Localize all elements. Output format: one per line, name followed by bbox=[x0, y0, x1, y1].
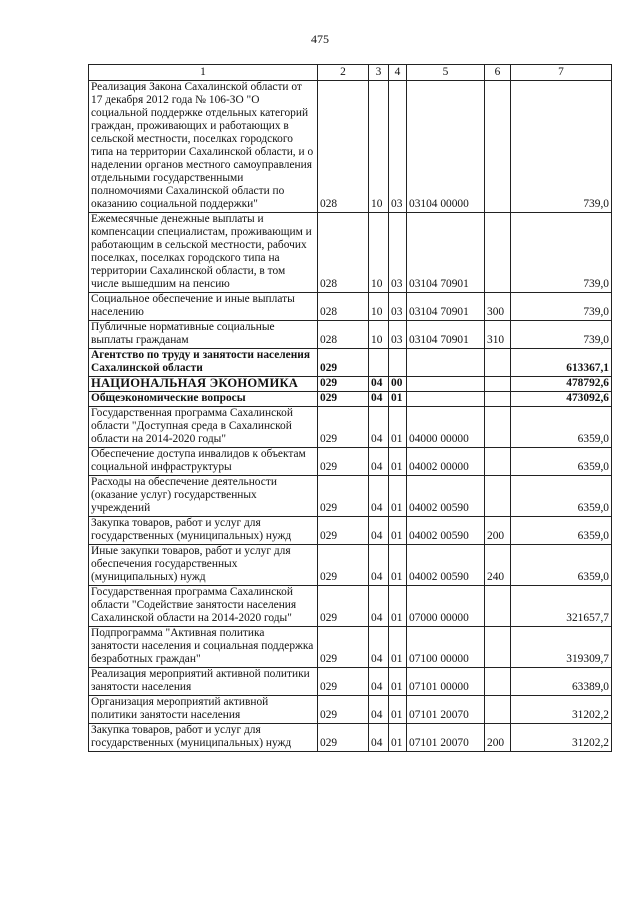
row-section-code-cell: 04 bbox=[369, 586, 389, 627]
row-ministry-code-cell: 029 bbox=[318, 349, 369, 377]
row-subsection-code-cell: 03 bbox=[389, 321, 407, 349]
row-target-article-cell: 04002 00590 bbox=[407, 517, 485, 545]
row-ministry-code-cell: 028 bbox=[318, 81, 369, 213]
row-subsection-code-cell bbox=[389, 349, 407, 377]
row-expense-type-cell bbox=[485, 476, 511, 517]
table-row bbox=[89, 293, 612, 321]
table-row bbox=[89, 349, 612, 377]
row-subsection-code-cell: 03 bbox=[389, 81, 407, 213]
table-row bbox=[89, 724, 612, 752]
row-amount-cell: 6359,0 bbox=[511, 517, 612, 545]
row-section-code-cell: 04 bbox=[369, 545, 389, 586]
row-target-article-cell: 07101 20070 bbox=[407, 724, 485, 752]
row-name-cell: Социальное обеспечение и иные выплаты населению bbox=[89, 293, 318, 321]
row-amount-cell: 31202,2 bbox=[511, 696, 612, 724]
row-target-article-cell: 03104 70901 bbox=[407, 321, 485, 349]
row-section-code-cell: 04 bbox=[369, 476, 389, 517]
row-subsection-code-cell: 01 bbox=[389, 476, 407, 517]
table-row bbox=[89, 627, 612, 668]
row-name-cell: Закупка товаров, работ и услуг для государственных (муниципальных) нужд bbox=[89, 517, 318, 545]
row-section-code-cell: 04 bbox=[369, 724, 389, 752]
row-target-article-cell: 07000 00000 bbox=[407, 586, 485, 627]
row-expense-type-cell bbox=[485, 392, 511, 407]
row-subsection-code-cell: 00 bbox=[389, 377, 407, 392]
row-subsection-code-cell: 01 bbox=[389, 545, 407, 586]
row-expense-type-cell bbox=[485, 349, 511, 377]
header-cell: 6 bbox=[485, 65, 511, 81]
row-target-article-cell: 04002 00590 bbox=[407, 545, 485, 586]
row-amount-cell: 478792,6 bbox=[511, 377, 612, 392]
row-section-code-cell: 04 bbox=[369, 377, 389, 392]
row-ministry-code-cell: 028 bbox=[318, 293, 369, 321]
table-row bbox=[89, 476, 612, 517]
row-amount-cell: 739,0 bbox=[511, 293, 612, 321]
table-row bbox=[89, 213, 612, 293]
table-row bbox=[89, 321, 612, 349]
header-cell: 3 bbox=[369, 65, 389, 81]
row-amount-cell: 6359,0 bbox=[511, 476, 612, 517]
row-section-code-cell: 04 bbox=[369, 407, 389, 448]
row-ministry-code-cell: 029 bbox=[318, 517, 369, 545]
header-cell: 7 bbox=[511, 65, 612, 81]
row-name-cell: Реализация мероприятий активной политики занятости населения bbox=[89, 668, 318, 696]
row-ministry-code-cell: 029 bbox=[318, 476, 369, 517]
row-section-code-cell: 10 bbox=[369, 293, 389, 321]
table-row bbox=[89, 448, 612, 476]
row-expense-type-cell bbox=[485, 448, 511, 476]
row-name-cell: Подпрограмма "Активная политика занятости населения и социальная поддержка безработных граждан" bbox=[89, 627, 318, 668]
row-amount-cell: 613367,1 bbox=[511, 349, 612, 377]
row-subsection-code-cell: 01 bbox=[389, 448, 407, 476]
row-target-article-cell: 07101 20070 bbox=[407, 696, 485, 724]
row-expense-type-cell: 240 bbox=[485, 545, 511, 586]
table-row bbox=[89, 668, 612, 696]
row-subsection-code-cell: 01 bbox=[389, 407, 407, 448]
row-target-article-cell bbox=[407, 349, 485, 377]
page-number: 475 bbox=[311, 32, 329, 46]
row-expense-type-cell bbox=[485, 213, 511, 293]
row-target-article-cell: 07101 00000 bbox=[407, 668, 485, 696]
row-expense-type-cell bbox=[485, 81, 511, 213]
row-subsection-code-cell: 01 bbox=[389, 586, 407, 627]
row-ministry-code-cell: 029 bbox=[318, 392, 369, 407]
header-cell: 2 bbox=[318, 65, 369, 81]
row-section-code-cell: 04 bbox=[369, 668, 389, 696]
row-subsection-code-cell: 01 bbox=[389, 696, 407, 724]
row-name-cell: Государственная программа Сахалинской области "Содействие занятости населения Сахалинской области на 2014-2020 годы" bbox=[89, 586, 318, 627]
row-amount-cell: 31202,2 bbox=[511, 724, 612, 752]
row-ministry-code-cell: 029 bbox=[318, 448, 369, 476]
table-row bbox=[89, 392, 612, 407]
row-ministry-code-cell: 029 bbox=[318, 407, 369, 448]
row-ministry-code-cell: 029 bbox=[318, 586, 369, 627]
row-name-cell: Организация мероприятий активной политики занятости населения bbox=[89, 696, 318, 724]
row-section-code-cell bbox=[369, 349, 389, 377]
row-target-article-cell: 03104 70901 bbox=[407, 293, 485, 321]
row-name-cell: Общеэкономические вопросы bbox=[89, 392, 318, 407]
table-row bbox=[89, 586, 612, 627]
row-name-cell: Ежемесячные денежные выплаты и компенсации специалистам, проживающим и работающим в сельской местности, рабочих поселках, поселках городского типа на территории Сахалинской области, в том числе вышедшим на пенсию bbox=[89, 213, 318, 293]
row-amount-cell: 6359,0 bbox=[511, 407, 612, 448]
row-section-code-cell: 04 bbox=[369, 392, 389, 407]
row-target-article-cell bbox=[407, 377, 485, 392]
row-name-cell: Реализация Закона Сахалинской области от 17 декабря 2012 года № 106-ЗО "О социальной поддержке отдельных категорий граждан, проживающих и работающих в сельской местности, поселках городского типа на территории Сахалинской области, и о наделении органов местного самоуправления отдельными государственными полномочиями Сахалинской области по оказанию социальной поддержки" bbox=[89, 81, 318, 213]
header-cell: 4 bbox=[389, 65, 407, 81]
row-target-article-cell: 04002 00590 bbox=[407, 476, 485, 517]
row-expense-type-cell bbox=[485, 586, 511, 627]
row-ministry-code-cell: 029 bbox=[318, 724, 369, 752]
table-row bbox=[89, 407, 612, 448]
row-ministry-code-cell: 029 bbox=[318, 668, 369, 696]
header-cell: 5 bbox=[407, 65, 485, 81]
row-section-code-cell: 10 bbox=[369, 81, 389, 213]
row-name-cell: Иные закупки товаров, работ и услуг для обеспечения государственных (муниципальных) нужд bbox=[89, 545, 318, 586]
row-name-cell: Государственная программа Сахалинской области "Доступная среда в Сахалинской области на 2014-2020 годы" bbox=[89, 407, 318, 448]
row-ministry-code-cell: 029 bbox=[318, 627, 369, 668]
row-name-cell: Агентство по труду и занятости населения Сахалинской области bbox=[89, 349, 318, 377]
row-section-code-cell: 10 bbox=[369, 321, 389, 349]
row-name-cell: НАЦИОНАЛЬНАЯ ЭКОНОМИКА bbox=[89, 377, 318, 392]
row-amount-cell: 6359,0 bbox=[511, 545, 612, 586]
row-subsection-code-cell: 03 bbox=[389, 213, 407, 293]
row-amount-cell: 473092,6 bbox=[511, 392, 612, 407]
row-amount-cell: 739,0 bbox=[511, 81, 612, 213]
row-target-article-cell: 04000 00000 bbox=[407, 407, 485, 448]
budget-table bbox=[88, 64, 612, 752]
row-amount-cell: 739,0 bbox=[511, 321, 612, 349]
table-row bbox=[89, 377, 612, 392]
row-ministry-code-cell: 028 bbox=[318, 213, 369, 293]
row-target-article-cell: 04002 00000 bbox=[407, 448, 485, 476]
row-amount-cell: 739,0 bbox=[511, 213, 612, 293]
row-amount-cell: 321657,7 bbox=[511, 586, 612, 627]
row-amount-cell: 63389,0 bbox=[511, 668, 612, 696]
row-section-code-cell: 04 bbox=[369, 448, 389, 476]
row-name-cell: Обеспечение доступа инвалидов к объектам социальной инфраструктуры bbox=[89, 448, 318, 476]
row-expense-type-cell: 300 bbox=[485, 293, 511, 321]
row-expense-type-cell bbox=[485, 668, 511, 696]
row-subsection-code-cell: 03 bbox=[389, 293, 407, 321]
row-target-article-cell: 03104 00000 bbox=[407, 81, 485, 213]
table-row bbox=[89, 696, 612, 724]
row-expense-type-cell: 200 bbox=[485, 724, 511, 752]
row-target-article-cell bbox=[407, 392, 485, 407]
row-subsection-code-cell: 01 bbox=[389, 668, 407, 696]
row-expense-type-cell: 200 bbox=[485, 517, 511, 545]
row-subsection-code-cell: 01 bbox=[389, 392, 407, 407]
row-section-code-cell: 04 bbox=[369, 696, 389, 724]
row-ministry-code-cell: 029 bbox=[318, 696, 369, 724]
row-ministry-code-cell: 028 bbox=[318, 321, 369, 349]
row-amount-cell: 319309,7 bbox=[511, 627, 612, 668]
row-target-article-cell: 07100 00000 bbox=[407, 627, 485, 668]
row-section-code-cell: 10 bbox=[369, 213, 389, 293]
table-row bbox=[89, 81, 612, 213]
row-section-code-cell: 04 bbox=[369, 517, 389, 545]
row-name-cell: Публичные нормативные социальные выплаты гражданам bbox=[89, 321, 318, 349]
table-row bbox=[89, 545, 612, 586]
row-section-code-cell: 04 bbox=[369, 627, 389, 668]
row-expense-type-cell: 310 bbox=[485, 321, 511, 349]
header-cell: 1 bbox=[89, 65, 318, 81]
row-ministry-code-cell: 029 bbox=[318, 545, 369, 586]
row-expense-type-cell bbox=[485, 377, 511, 392]
row-target-article-cell: 03104 70901 bbox=[407, 213, 485, 293]
row-name-cell: Расходы на обеспечение деятельности (оказание услуг) государственных учреждений bbox=[89, 476, 318, 517]
table-row bbox=[89, 517, 612, 545]
row-subsection-code-cell: 01 bbox=[389, 724, 407, 752]
row-ministry-code-cell: 029 bbox=[318, 377, 369, 392]
row-name-cell: Закупка товаров, работ и услуг для государственных (муниципальных) нужд bbox=[89, 724, 318, 752]
row-amount-cell: 6359,0 bbox=[511, 448, 612, 476]
row-expense-type-cell bbox=[485, 407, 511, 448]
table-header-row bbox=[89, 65, 612, 81]
row-subsection-code-cell: 01 bbox=[389, 627, 407, 668]
row-subsection-code-cell: 01 bbox=[389, 517, 407, 545]
row-expense-type-cell bbox=[485, 696, 511, 724]
row-expense-type-cell bbox=[485, 627, 511, 668]
